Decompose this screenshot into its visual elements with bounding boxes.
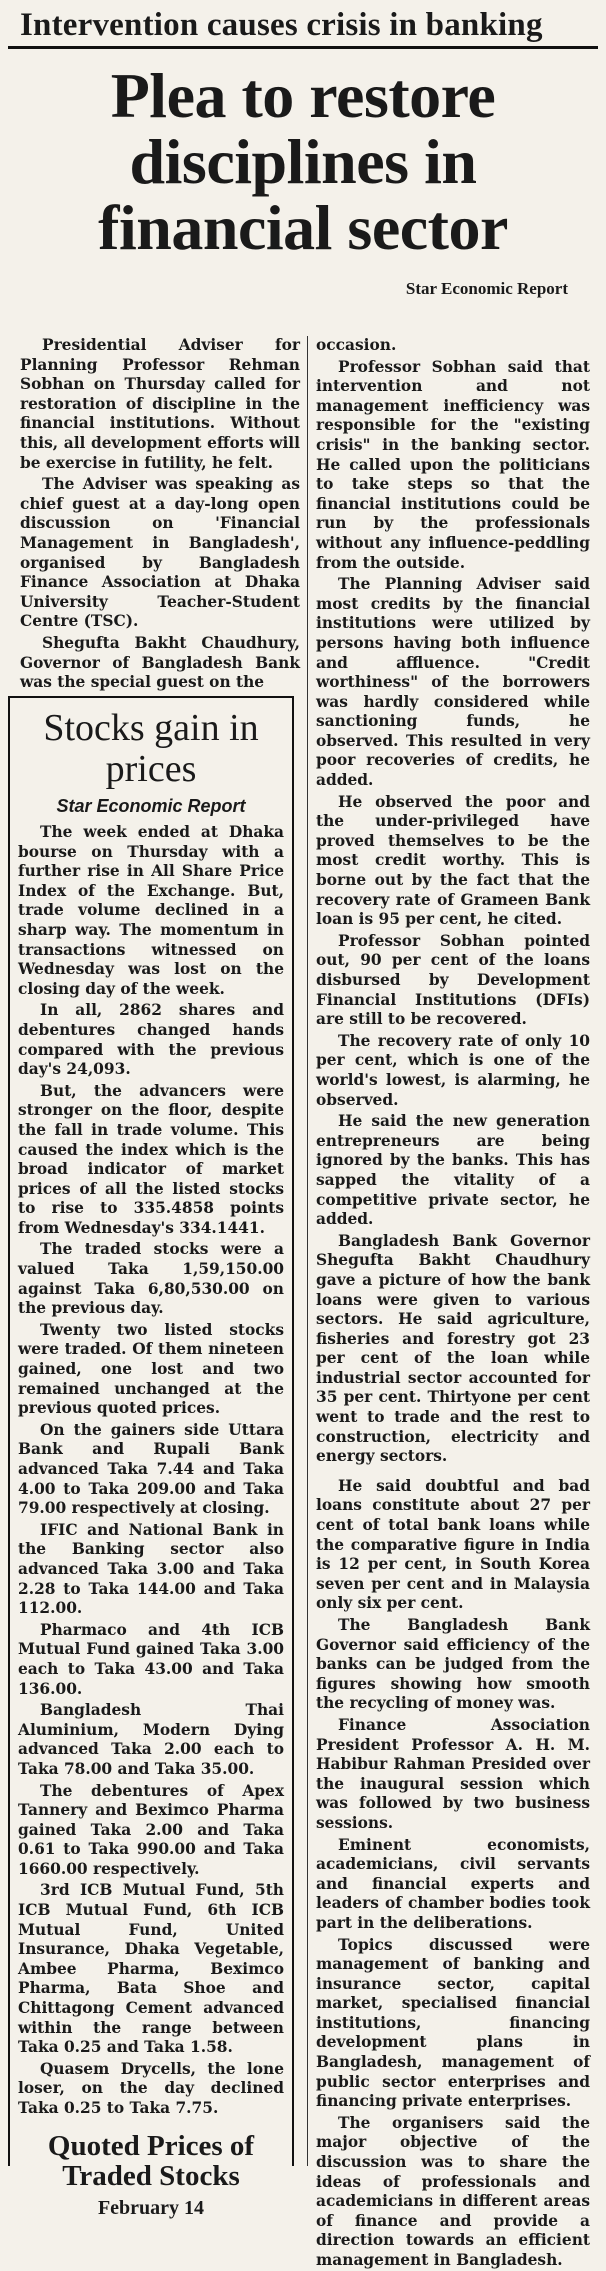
right-paragraph: Eminent economists, academicians, civil servants and financial experts and leaders of chamber bodies took part in the deliberations. xyxy=(316,1835,590,1932)
right-paragraph: He said doubtful and bad loans constitute about 27 per cent of total bank loans while the comparative figure in India is 12 per cent, in South Korea seven per cent and in Malaysia only six per cent. xyxy=(316,1476,590,1613)
headline-line-3: financial sector xyxy=(98,192,508,263)
stocks-paragraph: The week ended at Dhaka bourse on Thursday with a further rise in All Share Price Index of the Exchange. But, trade volume declined in a sharp way. The momentum in transactions witnessed on Wednesday was lost on the closing day of the week. xyxy=(18,823,284,998)
right-paragraph: occasion. xyxy=(316,336,397,354)
right-paragraph: Bangladesh Bank Governor Shegufta Bakht Chaudhury gave a picture of how the bank loans were given to various sectors. He said agriculture, fisheries and forestry got 23 per cent of the loan while industrial sector accounted for 35 per cent. Thirtyone per cent went to trade and the rest to construction, electricity and energy sectors. xyxy=(316,1231,590,1466)
stocks-paragraph: In all, 2862 shares and debentures changed hands compared with the previous day's 24,093. xyxy=(18,1001,284,1079)
stocks-sidebar-box xyxy=(8,696,294,2219)
column-divider xyxy=(307,336,308,2166)
right-paragraph: The Planning Adviser said most credits by the financial institutions were utilized by persons having both influence and affluence. "Credit worthiness" of the borrowers was hardly considered while sanctioning funds, he observed. This resulted in very poor recoveries of credits, he added. xyxy=(316,575,590,790)
headline-line-2: disciplines in xyxy=(129,126,477,197)
stocks-paragraph: The traded stocks were a valued Taka 1,59,150.00 against Taka 6,80,530.00 on the previous day. xyxy=(18,1240,284,1318)
right-paragraph: He observed the poor and the under-privileged have proved themselves to be the most credit worthy. This is borne out by the fact that the recovery rate of Grameen Bank loan is 95 per cent, he cited. xyxy=(316,792,590,929)
left-paragraph: Presidential Adviser for Planning Professor Rehman Sobhan on Thursday called for restoration of discipline in the financial institutions. Without this, all development efforts will be exercise in futility, he felt. xyxy=(20,336,300,472)
paragraph-spacer xyxy=(316,1467,590,1477)
left-paragraph: The Adviser was speaking as chief guest at a day-long open discussion on 'Financial Management in Bangladesh', organised by Bangladesh Finance Association at Dhaka University Teacher-Student Centre (TSC). xyxy=(20,475,300,631)
right-paragraph: Professor Sobhan said that intervention and not management inefficiency was responsible for the "existing crisis" in the banking sector. He called upon the politicians to take steps so that the financial institutions could be run by the professionals without any influence-peddling from the outside. xyxy=(316,357,590,572)
right-paragraph: Professor Sobhan pointed out, 90 per cent of the loans disbursed by Development Financial Institutions (DFIs) are still to be recovered. xyxy=(316,931,590,1029)
headline xyxy=(8,60,598,263)
stocks-paragraph: Bangladesh Thai Aluminium, Modern Dying advanced Taka 2.00 each to Taka 78.00 and Taka 35.00. xyxy=(18,1701,284,1778)
left-paragraph: Shegufta Bakht Chaudhury, Governor of Bangladesh Bank was the special guest on the xyxy=(20,633,300,692)
kicker: Intervention causes crisis in banking xyxy=(8,4,598,49)
article-body xyxy=(8,336,598,2269)
stocks-paragraph: But, the advancers were stronger on the floor, despite the fall in trade volume. This caused the index which is the broad indicator of market prices of all the listed stocks to rise to 335.4858 points from Wednesday's 334.1441. xyxy=(18,1081,284,1237)
right-paragraph: Topics discussed were management of banking and insurance sector, capital market, specialised financial institutions, financing development plans in Bangladesh, management of public sector enterprises and financing private enterprises. xyxy=(316,1935,590,2111)
newspaper-page xyxy=(8,4,598,2269)
right-paragraph: The recovery rate of only 10 per cent, which is one of the world's lowest, is alarming, he observed. xyxy=(316,1031,590,1109)
left-column xyxy=(20,336,300,693)
right-paragraph: The Bangladesh Bank Governor said efficiency of the banks can be judged from the figures showing how smooth the recycling of money was. xyxy=(316,1616,590,1713)
stocks-byline: Star Economic Report xyxy=(56,796,246,816)
quoted-prices-title: Quoted Prices of Traded Stocks xyxy=(47,2129,255,2192)
right-column xyxy=(316,336,590,2271)
stocks-paragraph: 3rd ICB Mutual Fund, 5th ICB Mutual Fund, 6th ICB Mutual Fund, United Insurance, Dhaka Vegetable, Ambee Pharma, Beximco Pharma, Bata Shoe and Chittagong Cement advanced within the range between Taka 0.25 and Taka 1.58. xyxy=(18,1881,284,2057)
byline: Star Economic Report xyxy=(405,279,568,298)
stocks-paragraph: IFIC and National Bank in the Banking sector also advanced Taka 3.00 and Taka 2.28 to Taka 144.00 and Taka 112.00. xyxy=(18,1520,284,1618)
stocks-paragraph: Quasem Drycells, the lone loser, on the day declined Taka 0.25 to Taka 7.75. xyxy=(18,2059,284,2117)
headline-line-1: Plea to restore xyxy=(110,60,496,131)
right-paragraph: He said the new generation entrepreneurs are being ignored by the banks. This has sapped the vitality of a competitive private sector, he added. xyxy=(316,1112,590,1229)
stocks-paragraph: On the gainers side Uttara Bank and Rupali Bank advanced Taka 7.44 and Taka 4.00 to Taka 209.00 and Taka 79.00 respectively at closing. xyxy=(18,1420,284,1518)
stocks-paragraph: Pharmaco and 4th ICB Mutual Fund gained Taka 3.00 each to Taka 43.00 and Taka 136.00. xyxy=(18,1620,284,1698)
quoted-prices-date: February 14 xyxy=(97,2196,205,2219)
right-paragraph: The organisers said the major objective of the discussion was to share the ideas of professionals and academicians in different areas of finance and provide a direction towards an efficient management in Bangladesh. xyxy=(316,2113,590,2269)
stocks-paragraph: Twenty two listed stocks were traded. Of them nineteen gained, one lost and two remained unchanged at the previous quoted prices. xyxy=(18,1320,284,1418)
right-paragraph: Finance Association President Professor A. H. M. Habibur Rahman Presided over the inaugural session which was followed by two business sessions. xyxy=(316,1715,590,1832)
stocks-headline: Stocks gain in prices xyxy=(43,707,259,790)
stocks-paragraph: The debentures of Apex Tannery and Beximco Pharma gained Taka 2.00 and Taka 0.61 to Taka 990.00 and Taka 1660.00 respectively. xyxy=(18,1781,284,1878)
